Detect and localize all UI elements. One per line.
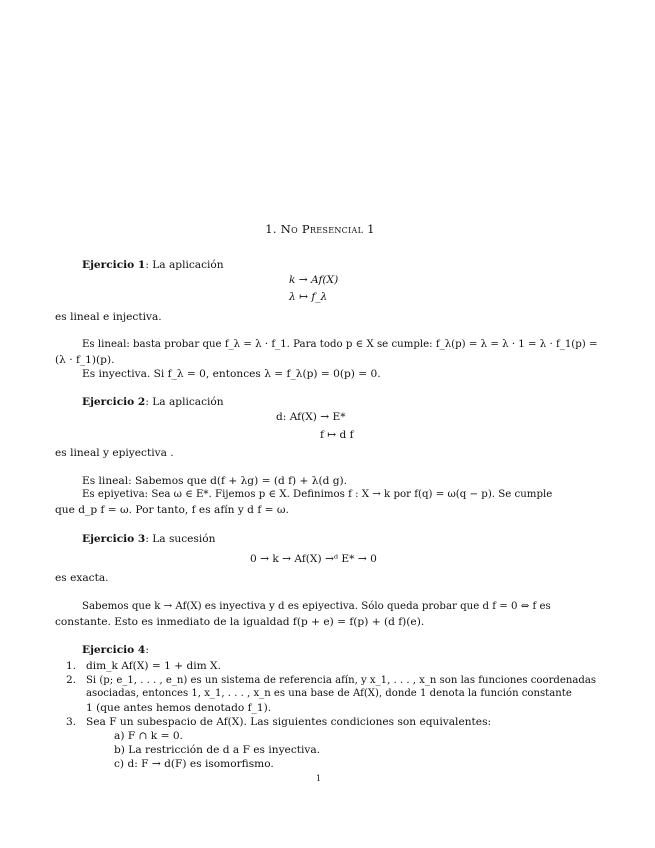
- item-text-line-1: Si (p; e_1, . . . , e_n) es un sistema de referencia afín, y x_1, . . . , x_n son las funciones coordenadas: [86, 675, 597, 686]
- exercise-4-item-2-line-3: 1 (que antes hemos denotado f_1).: [86, 702, 272, 714]
- exercise-3-intro: : La sucesión: [145, 533, 216, 545]
- exercise-2-heading: Ejercicio 2: [82, 396, 146, 408]
- exercise-4-item-2: [66, 673, 597, 688]
- subitem-text: La restricción de d a F es inyectiva.: [128, 744, 321, 756]
- exercise-3-proof-line-2: constante. Esto es inmediato de la igualdad f(p + e) = f(p) + (d f)(e).: [55, 616, 425, 628]
- exercise-1-conclusion: es lineal e injectiva.: [55, 311, 162, 323]
- exercise-4-item-3: [66, 715, 492, 729]
- exercise-3-heading: Ejercicio 3: [82, 533, 146, 545]
- item-text: dim_k Af(X) = 1 + dim X.: [86, 660, 221, 672]
- exercise-2-proof-line-2: Es epiyetiva: Sea ω ∈ E*. Fijemos p ∈ X. Definimos f : X → k por f(q) = ω(q − p). Se cumple: [82, 489, 553, 500]
- exercise-2-statement: [82, 395, 224, 409]
- exercise-1-intro: : La aplicación: [145, 259, 224, 271]
- exercise-4-item-1: [66, 659, 221, 673]
- item-number: 1.: [66, 660, 77, 672]
- exercise-4-heading: Ejercicio 4: [82, 644, 146, 656]
- exercise-3-conclusion: es exacta.: [55, 572, 109, 584]
- exercise-4-subitem-b: [114, 743, 320, 757]
- exercise-4-statement: [82, 643, 149, 657]
- exercise-4-colon: :: [145, 644, 149, 656]
- exercise-1-map-line-1: k → Af(X): [289, 274, 339, 286]
- exercise-1-heading: Ejercicio 1: [82, 259, 146, 271]
- item-number: 3.: [66, 716, 77, 728]
- exercise-2-proof-line-3: que d_p f = ω. Por tanto, f es afín y d f = ω.: [55, 504, 289, 516]
- item-text: Sea F un subespacio de Af(X). Las siguientes condiciones son equivalentes:: [86, 716, 492, 728]
- exercise-2-intro: : La aplicación: [145, 396, 224, 408]
- exercise-1-map-line-2: λ ↦ f_λ: [289, 291, 328, 303]
- exercise-3-statement: [82, 532, 215, 546]
- exercise-4-item-2-line-2: asociadas, entonces 1, x_1, . . . , x_n es una base de Af(X), donde 1 denota la función constante: [86, 688, 572, 699]
- exercise-1-statement: [82, 258, 224, 272]
- exercise-2-map-line-1: d: Af(X) → E*: [276, 411, 346, 423]
- exercise-2-conclusion: es lineal y epiyectiva .: [55, 447, 174, 459]
- exercise-2-map-line-2: f ↦ d f: [320, 429, 354, 441]
- exercise-3-proof-line-1: Sabemos que k → Af(X) es inyectiva y d es epiyectiva. Sólo queda probar que d f = 0 ⇔ f es: [82, 601, 551, 612]
- subitem-label: a): [114, 730, 125, 742]
- subitem-label: b): [114, 744, 125, 756]
- section-title: 1. No Presencial 1: [265, 222, 375, 236]
- exercise-3-sequence: 0 → k → Af(X) →ᵈ E* → 0: [250, 553, 377, 565]
- page-number: 1: [316, 774, 322, 783]
- item-number: 2.: [66, 674, 77, 686]
- subitem-label: c): [114, 758, 125, 770]
- exercise-4-subitem-a: [114, 729, 183, 743]
- exercise-2-proof-line-1: Es lineal: Sabemos que d(f + λg) = (d f) + λ(d g).: [82, 475, 348, 487]
- exercise-4-subitem-c: [114, 757, 274, 771]
- exercise-1-proof-line-3: Es inyectiva. Si f_λ = 0, entonces λ = f_λ(p) = 0(p) = 0.: [82, 368, 381, 380]
- subitem-text: F ∩ k = 0.: [127, 730, 183, 742]
- exercise-1-proof-line-1: Es lineal: basta probar que f_λ = λ · f_1. Para todo p ∈ X se cumple: f_λ(p) = λ = λ · 1 = λ · f_1(p) =: [82, 339, 598, 350]
- exercise-1-proof-line-2: (λ · f_1)(p).: [55, 354, 115, 366]
- subitem-text: d: F → d(F) es isomorfismo.: [127, 758, 274, 770]
